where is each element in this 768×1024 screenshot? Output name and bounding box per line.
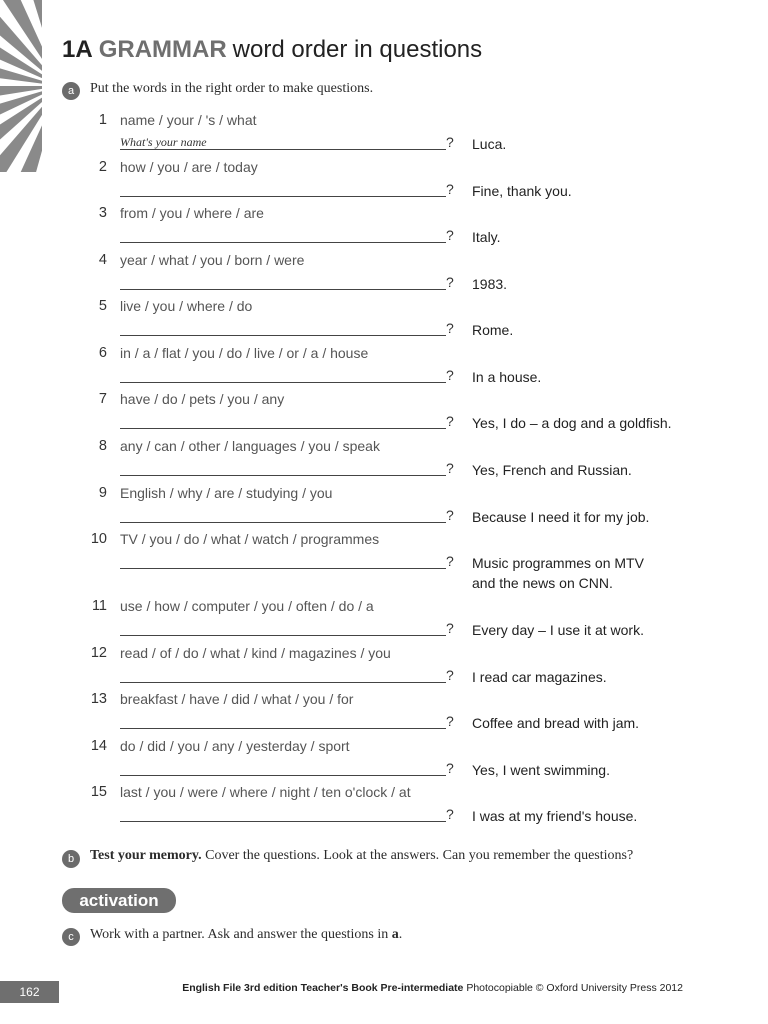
answer-text — [472, 760, 610, 780]
question-item — [0, 298, 768, 344]
unit-code: 1A — [62, 36, 93, 63]
answer-line[interactable] — [120, 335, 446, 336]
question-mark: ? — [446, 460, 454, 476]
answer-text-line: I was at my friend's house. — [472, 808, 638, 824]
question-mark: ? — [446, 413, 454, 429]
exercise-b-instruction — [90, 848, 633, 864]
answer-text-line: Because I need it for my job. — [472, 509, 650, 525]
question-mark: ? — [446, 713, 454, 729]
answer-line[interactable] — [120, 475, 446, 476]
answer-line[interactable] — [120, 775, 446, 776]
question-number: 12 — [90, 645, 107, 661]
answer-text-line: Yes, I went swimming. — [472, 762, 610, 778]
section-label: GRAMMAR — [98, 36, 227, 63]
answer-line[interactable] — [120, 522, 446, 523]
question-item — [0, 112, 768, 158]
answer-text-line: Yes, French and Russian. — [472, 462, 632, 478]
answer-text — [472, 713, 639, 733]
answer-line[interactable] — [120, 149, 446, 150]
word-prompt: read / of / do / what / kind / magazines / you — [120, 645, 391, 661]
answer-line[interactable] — [120, 568, 446, 569]
answer-line[interactable] — [120, 682, 446, 683]
word-prompt: from / you / where / are — [120, 205, 264, 221]
question-mark: ? — [446, 320, 454, 336]
question-number: 10 — [90, 531, 107, 547]
question-item — [0, 738, 768, 784]
question-mark: ? — [446, 134, 454, 150]
answer-line[interactable] — [120, 289, 446, 290]
question-item — [0, 691, 768, 737]
footer-rights: Photocopiable © Oxford University Press 2012 — [466, 982, 683, 994]
answer-text — [472, 320, 513, 340]
question-number: 6 — [98, 345, 107, 361]
question-mark: ? — [446, 667, 454, 683]
answer-text-line: and the news on CNN. — [472, 575, 613, 591]
word-prompt: English / why / are / studying / you — [120, 485, 333, 501]
page-number: 162 — [0, 981, 59, 1003]
answer-line[interactable] — [120, 242, 446, 243]
question-mark: ? — [446, 367, 454, 383]
exercise-c-text: Work with a partner. Ask and answer the questions in — [90, 927, 389, 942]
answer-text — [472, 227, 501, 247]
question-mark: ? — [446, 760, 454, 776]
question-item — [0, 485, 768, 531]
word-prompt: live / you / where / do — [120, 298, 253, 314]
question-item — [0, 205, 768, 251]
word-prompt: any / can / other / languages / you / speak — [120, 438, 380, 454]
answer-line[interactable] — [120, 635, 446, 636]
question-number: 14 — [90, 738, 107, 754]
answer-text-line: Italy. — [472, 229, 501, 245]
answer-line[interactable] — [120, 196, 446, 197]
exercise-a-badge: a — [62, 82, 80, 100]
exercise-c-ref: a — [391, 927, 399, 942]
answer-line[interactable] — [120, 821, 446, 822]
answer-text — [472, 507, 649, 527]
answer-text — [472, 620, 644, 640]
exercise-c-badge: c — [62, 928, 80, 946]
question-number: 13 — [90, 691, 107, 707]
question-item — [0, 531, 768, 591]
answer-line[interactable] — [120, 728, 446, 729]
exercise-b-text: Cover the questions. Look at the answers. Can you remember the questions? — [205, 848, 634, 863]
exercise-c-instruction — [90, 927, 402, 943]
question-number: 7 — [98, 391, 107, 407]
word-prompt: have / do / pets / you / any — [120, 391, 285, 407]
word-prompt: use / how / computer / you / often / do / a — [120, 598, 374, 614]
word-prompt: in / a / flat / you / do / live / or / a / house — [120, 345, 369, 361]
question-number: 4 — [98, 252, 107, 268]
question-item — [0, 598, 768, 644]
question-item — [0, 784, 768, 830]
question-mark: ? — [446, 181, 454, 197]
word-prompt: last / you / were / where / night / ten o'clock / at — [120, 784, 411, 800]
answer-text — [472, 274, 507, 294]
answer-text-line: Every day – I use it at work. — [472, 622, 644, 638]
word-prompt: TV / you / do / what / watch / programmes — [120, 531, 380, 547]
question-number: 15 — [90, 784, 107, 800]
word-prompt: year / what / you / born / were — [120, 252, 305, 268]
question-mark: ? — [446, 227, 454, 243]
answer-line[interactable] — [120, 428, 446, 429]
question-item — [0, 391, 768, 437]
exercise-b-lead: Test your memory. — [90, 848, 202, 863]
question-mark: ? — [446, 274, 454, 290]
question-mark: ? — [446, 806, 454, 822]
written-answer: What's your name — [120, 135, 207, 149]
question-item — [0, 438, 768, 484]
answer-text — [472, 134, 506, 154]
exercise-b-badge: b — [62, 850, 80, 868]
question-number: 3 — [98, 205, 107, 221]
answer-text-line: Music programmes on MTV — [472, 555, 644, 571]
exercise-c-end: . — [398, 927, 403, 942]
answer-text-line: Luca. — [472, 136, 507, 152]
answer-text — [472, 553, 644, 593]
word-prompt: breakfast / have / did / what / you / for — [120, 691, 354, 707]
answer-text-line: Rome. — [472, 322, 514, 338]
word-prompt: do / did / you / any / yesterday / sport — [120, 738, 350, 754]
page-title — [62, 34, 482, 66]
answer-text-line: Yes, I do – a dog and a goldfish. — [472, 415, 672, 431]
question-item — [0, 345, 768, 391]
word-prompt: name / your / 's / what — [120, 112, 257, 128]
answer-text-line: In a house. — [472, 369, 542, 385]
answer-text — [472, 367, 541, 387]
question-mark: ? — [446, 620, 454, 636]
question-item — [0, 252, 768, 298]
question-item — [0, 645, 768, 691]
question-number: 11 — [91, 598, 107, 614]
question-number: 1 — [98, 112, 107, 128]
answer-text-line: I read car magazines. — [472, 669, 607, 685]
question-number: 2 — [98, 159, 107, 175]
answer-text — [472, 806, 637, 826]
answer-text-line: Coffee and bread with jam. — [472, 715, 640, 731]
answer-text — [472, 413, 672, 433]
answer-text-line: Fine, thank you. — [472, 183, 572, 199]
footer-credits — [182, 982, 683, 994]
exercise-a-instruction: Put the words in the right order to make questions. — [90, 81, 374, 96]
answer-text — [472, 181, 572, 201]
answer-line[interactable] — [120, 382, 446, 383]
word-prompt: how / you / are / today — [120, 159, 258, 175]
question-mark: ? — [446, 553, 454, 569]
activation-label: activation — [62, 888, 176, 913]
answer-text-line: 1983. — [472, 276, 508, 292]
answer-text — [472, 667, 607, 687]
footer-book: English File 3rd edition Teacher's Book Pre-intermediate — [182, 982, 464, 994]
question-number: 5 — [98, 298, 107, 314]
topic-label: word order in questions — [232, 36, 483, 63]
question-number: 9 — [98, 485, 107, 501]
question-item — [0, 159, 768, 205]
question-mark: ? — [446, 507, 454, 523]
answer-text — [472, 460, 632, 480]
question-number: 8 — [98, 438, 107, 454]
